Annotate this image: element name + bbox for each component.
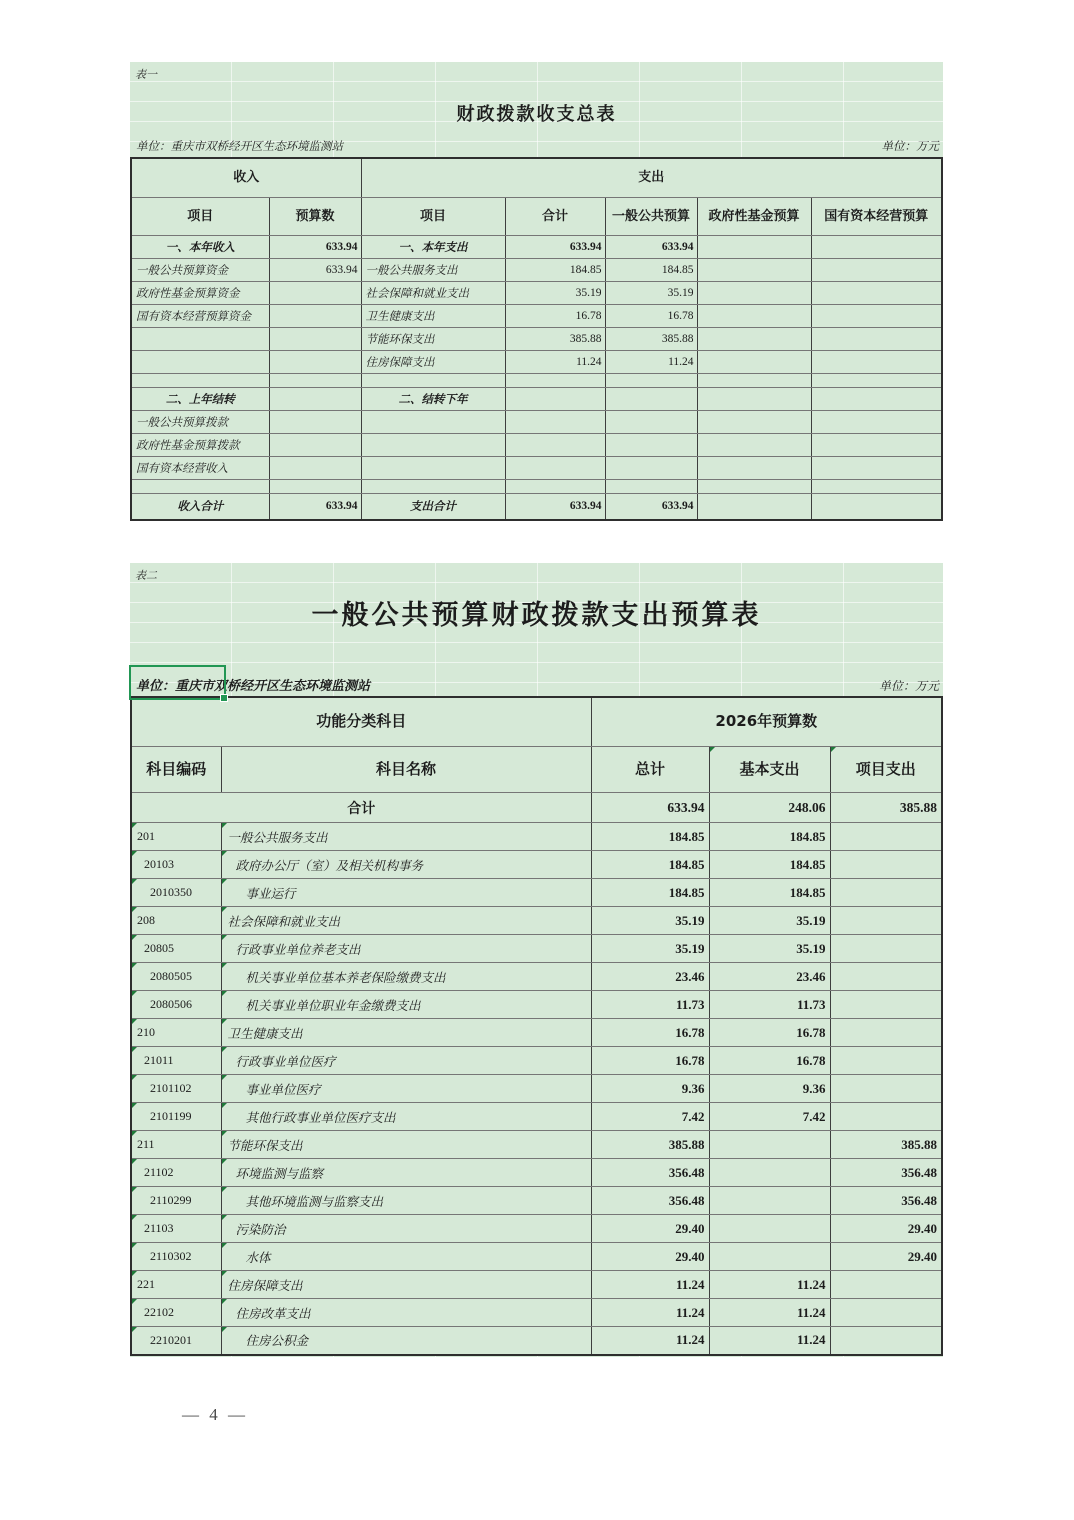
value-cell	[505, 374, 605, 388]
value-cell	[811, 374, 942, 388]
col-header-gov-fund: 政府性基金预算	[697, 198, 811, 236]
subject-name-cell: 水体	[221, 1243, 591, 1271]
total-value-cell: 184.85	[591, 851, 709, 879]
value-cell: 633.94	[269, 236, 361, 259]
item-cell	[361, 480, 505, 494]
table1-unit-right: 单位：万元	[881, 139, 939, 153]
col-header-project-expense: 项目支出	[830, 747, 942, 793]
error-indicator-triangle	[222, 1271, 227, 1276]
table1-title: 财政拨款收支总表	[456, 104, 617, 125]
value-cell: 385.88	[605, 328, 697, 351]
table2-row	[131, 1103, 942, 1131]
project-value-cell	[830, 823, 942, 851]
value-cell: 35.19	[605, 282, 697, 305]
value-cell	[605, 411, 697, 434]
error-indicator-triangle	[132, 1299, 137, 1304]
table1-unit-left: 单位：重庆市双桥经开区生态环境监测站	[136, 139, 343, 153]
table2-row	[131, 1159, 942, 1187]
total-value-cell: 29.40	[591, 1215, 709, 1243]
error-indicator-triangle	[132, 1075, 137, 1080]
value-cell	[505, 457, 605, 480]
error-indicator-triangle	[222, 991, 227, 996]
expenditure-budget-sheet	[130, 563, 943, 1357]
total-value-cell: 9.36	[591, 1075, 709, 1103]
page-number: — 4 —	[182, 1405, 248, 1424]
value-cell	[505, 388, 605, 411]
value-cell	[811, 236, 942, 259]
value-cell: 184.85	[505, 259, 605, 282]
value-cell	[697, 411, 811, 434]
item-cell: 国有资本经营收入	[131, 457, 269, 480]
table2-row	[131, 991, 942, 1019]
value-cell	[811, 411, 942, 434]
basic-value-cell: 11.73	[709, 991, 830, 1019]
error-indicator-triangle	[132, 1103, 137, 1108]
total-value-cell: 184.85	[591, 879, 709, 907]
error-indicator-triangle	[132, 851, 137, 856]
value-cell: 633.94	[505, 236, 605, 259]
value-cell: 11.24	[505, 351, 605, 374]
table2-row	[131, 1243, 942, 1271]
table2-row	[131, 963, 942, 991]
subject-name-cell: 住房保障支出	[221, 1271, 591, 1299]
project-value-cell	[830, 1075, 942, 1103]
subject-name-cell: 环境监测与监察	[221, 1159, 591, 1187]
error-indicator-triangle	[222, 1327, 227, 1332]
table2-tag: 表二	[135, 569, 157, 582]
item-cell	[131, 328, 269, 351]
value-cell	[697, 480, 811, 494]
basic-value-cell: 23.46	[709, 963, 830, 991]
error-indicator-triangle	[132, 1187, 137, 1192]
table2-row	[131, 1215, 942, 1243]
total-value-cell: 16.78	[591, 1047, 709, 1075]
table1-row	[131, 259, 942, 282]
value-cell	[697, 351, 811, 374]
error-indicator-triangle	[132, 963, 137, 968]
table1-row	[131, 305, 942, 328]
item-cell	[361, 434, 505, 457]
item-cell: 政府性基金预算资金	[131, 282, 269, 305]
value-cell	[811, 480, 942, 494]
value-cell: 633.94	[505, 494, 605, 520]
error-indicator-triangle	[222, 1019, 227, 1024]
basic-value-cell: 11.24	[709, 1299, 830, 1327]
basic-value-cell: 7.42	[709, 1103, 830, 1131]
col-header-basic-expense: 基本支出	[709, 747, 830, 793]
value-cell	[605, 457, 697, 480]
value-cell: 633.94	[269, 494, 361, 520]
total-value-cell: 29.40	[591, 1243, 709, 1271]
error-indicator-triangle	[132, 1019, 137, 1024]
table2-total-row	[131, 793, 942, 823]
total-value-cell: 184.85	[591, 823, 709, 851]
table1-row	[131, 236, 942, 259]
value-cell	[697, 388, 811, 411]
value-cell	[697, 282, 811, 305]
value-cell	[269, 305, 361, 328]
value-cell	[269, 374, 361, 388]
error-indicator-triangle	[132, 1327, 137, 1332]
value-cell	[811, 305, 942, 328]
income-group-header: 收入	[131, 158, 361, 198]
subject-name-cell: 行政事业单位养老支出	[221, 935, 591, 963]
table1-group-header-row	[131, 158, 942, 198]
value-cell	[505, 411, 605, 434]
value-cell	[697, 236, 811, 259]
subject-name-cell: 其他行政事业单位医疗支出	[221, 1103, 591, 1131]
col-header-state-capital: 国有资本经营预算	[811, 198, 942, 236]
expenditure-budget-table	[130, 696, 943, 1356]
project-value-cell	[830, 1271, 942, 1299]
table1-unit-row	[130, 136, 941, 154]
item-cell: 一、本年收入	[131, 236, 269, 259]
error-indicator-triangle	[132, 823, 137, 828]
subject-code-cell: 21103	[131, 1215, 221, 1243]
value-cell: 35.19	[505, 282, 605, 305]
error-indicator-triangle	[222, 1159, 227, 1164]
error-indicator-triangle	[222, 1103, 227, 1108]
project-value-cell: 356.48	[830, 1187, 942, 1215]
value-cell: 633.94	[605, 236, 697, 259]
basic-value-cell	[709, 1243, 830, 1271]
table1-row	[131, 411, 942, 434]
project-value-cell: 29.40	[830, 1215, 942, 1243]
subject-code-cell: 21102	[131, 1159, 221, 1187]
total-value-cell: 633.94	[591, 793, 709, 823]
subject-name-cell: 其他环境监测与监察支出	[221, 1187, 591, 1215]
table1-row	[131, 480, 942, 494]
table1-row	[131, 457, 942, 480]
error-indicator-triangle	[222, 823, 227, 828]
value-cell	[269, 480, 361, 494]
item-cell	[361, 411, 505, 434]
error-indicator-triangle	[222, 1131, 227, 1136]
total-value-cell: 16.78	[591, 1019, 709, 1047]
value-cell: 184.85	[605, 259, 697, 282]
total-value-cell: 35.19	[591, 907, 709, 935]
table2-row	[131, 1327, 942, 1355]
table1-row	[131, 351, 942, 374]
error-indicator-triangle	[132, 879, 137, 884]
table2-row	[131, 851, 942, 879]
value-cell	[269, 351, 361, 374]
table2-unit-row	[130, 668, 941, 694]
value-cell: 16.78	[605, 305, 697, 328]
subject-name-cell: 机关事业单位职业年金缴费支出	[221, 991, 591, 1019]
subject-code-cell: 2101102	[131, 1075, 221, 1103]
project-value-cell	[830, 991, 942, 1019]
item-cell	[131, 480, 269, 494]
error-indicator-triangle	[831, 747, 836, 752]
total-value-cell: 11.73	[591, 991, 709, 1019]
project-value-cell	[830, 963, 942, 991]
item-cell	[131, 351, 269, 374]
value-cell: 385.88	[505, 328, 605, 351]
error-indicator-triangle	[222, 879, 227, 884]
item-cell: 二、结转下年	[361, 388, 505, 411]
subject-code-cell: 2080505	[131, 963, 221, 991]
error-indicator-triangle	[132, 1215, 137, 1220]
error-indicator-triangle	[132, 1047, 137, 1052]
subject-code-cell: 2110302	[131, 1243, 221, 1271]
table2-row	[131, 1271, 942, 1299]
project-value-cell	[830, 935, 942, 963]
value-cell	[605, 480, 697, 494]
basic-value-cell: 184.85	[709, 879, 830, 907]
table2-row	[131, 823, 942, 851]
value-cell	[697, 305, 811, 328]
item-cell	[361, 457, 505, 480]
item-cell: 社会保障和就业支出	[361, 282, 505, 305]
value-cell	[811, 351, 942, 374]
project-value-cell: 385.88	[830, 1131, 942, 1159]
basic-value-cell: 184.85	[709, 851, 830, 879]
subject-code-cell: 2210201	[131, 1327, 221, 1355]
table2-row	[131, 879, 942, 907]
value-cell	[269, 411, 361, 434]
table2-unit-left: 单位：重庆市双桥经开区生态环境监测站	[136, 679, 371, 694]
basic-value-cell: 9.36	[709, 1075, 830, 1103]
col-header-expense-item: 项目	[361, 198, 505, 236]
col-header-budget-number: 预算数	[269, 198, 361, 236]
item-cell	[131, 374, 269, 388]
value-cell: 11.24	[605, 351, 697, 374]
error-indicator-triangle	[132, 907, 137, 912]
subject-code-cell: 201	[131, 823, 221, 851]
value-cell	[697, 259, 811, 282]
table1-row	[131, 374, 942, 388]
table2-row	[131, 1075, 942, 1103]
table2-unit-right: 单位：万元	[878, 679, 939, 693]
table2-title: 一般公共预算财政拨款支出预算表	[311, 600, 762, 631]
value-cell	[811, 434, 942, 457]
col-header-subject-name: 科目名称	[221, 747, 591, 793]
value-cell	[605, 374, 697, 388]
value-cell	[697, 328, 811, 351]
total-value-cell: 23.46	[591, 963, 709, 991]
table1-row	[131, 494, 942, 520]
basic-value-cell: 248.06	[709, 793, 830, 823]
value-cell	[697, 494, 811, 520]
subject-name-cell: 污染防治	[221, 1215, 591, 1243]
fiscal-summary-sheet	[130, 62, 943, 520]
table2-row	[131, 1019, 942, 1047]
total-value-cell: 11.24	[591, 1271, 709, 1299]
fiscal-summary-table	[130, 157, 943, 521]
subject-name-cell: 事业单位医疗	[221, 1075, 591, 1103]
basic-value-cell: 11.24	[709, 1271, 830, 1299]
table2-row	[131, 935, 942, 963]
subject-name-cell: 政府办公厅（室）及相关机构事务	[221, 851, 591, 879]
basic-value-cell	[709, 1131, 830, 1159]
basic-value-cell: 16.78	[709, 1019, 830, 1047]
value-cell: 633.94	[269, 259, 361, 282]
budget-year-group-header: 2026年预算数	[591, 697, 942, 747]
item-cell	[361, 374, 505, 388]
error-indicator-triangle	[132, 991, 137, 996]
value-cell	[605, 434, 697, 457]
subject-name-cell: 事业运行	[221, 879, 591, 907]
total-value-cell: 356.48	[591, 1187, 709, 1215]
error-indicator-triangle	[222, 907, 227, 912]
table2-row	[131, 907, 942, 935]
function-class-group-header: 功能分类科目	[131, 697, 591, 747]
project-value-cell	[830, 1019, 942, 1047]
subject-code-cell: 21011	[131, 1047, 221, 1075]
value-cell	[697, 434, 811, 457]
subject-name-cell: 机关事业单位基本养老保险缴费支出	[221, 963, 591, 991]
error-indicator-triangle	[132, 935, 137, 940]
basic-value-cell: 35.19	[709, 935, 830, 963]
item-cell: 一、本年支出	[361, 236, 505, 259]
subject-code-cell: 2010350	[131, 879, 221, 907]
project-value-cell	[830, 1047, 942, 1075]
value-cell: 16.78	[505, 305, 605, 328]
project-value-cell: 385.88	[830, 793, 942, 823]
subject-code-cell: 20103	[131, 851, 221, 879]
expense-group-header: 支出	[361, 158, 942, 198]
subject-name-cell: 住房改革支出	[221, 1299, 591, 1327]
table2-row	[131, 1047, 942, 1075]
error-indicator-triangle	[222, 963, 227, 968]
basic-value-cell: 184.85	[709, 823, 830, 851]
col-header-income-item: 项目	[131, 198, 269, 236]
value-cell	[269, 388, 361, 411]
subject-name-cell: 卫生健康支出	[221, 1019, 591, 1047]
total-value-cell: 385.88	[591, 1131, 709, 1159]
project-value-cell	[830, 1103, 942, 1131]
subject-name-cell: 行政事业单位医疗	[221, 1047, 591, 1075]
table1-row	[131, 388, 942, 411]
value-cell	[505, 434, 605, 457]
item-cell: 支出合计	[361, 494, 505, 520]
error-indicator-triangle	[222, 1299, 227, 1304]
total-value-cell: 11.24	[591, 1327, 709, 1355]
value-cell	[811, 388, 942, 411]
value-cell	[605, 388, 697, 411]
item-cell: 卫生健康支出	[361, 305, 505, 328]
item-cell: 住房保障支出	[361, 351, 505, 374]
value-cell	[269, 282, 361, 305]
error-indicator-triangle	[222, 851, 227, 856]
subject-code-cell: 2110299	[131, 1187, 221, 1215]
value-cell	[811, 457, 942, 480]
subject-name-cell: 社会保障和就业支出	[221, 907, 591, 935]
basic-value-cell	[709, 1159, 830, 1187]
basic-value-cell	[709, 1187, 830, 1215]
value-cell	[269, 434, 361, 457]
subject-code-cell: 22102	[131, 1299, 221, 1327]
table2-row	[131, 1131, 942, 1159]
value-cell	[269, 457, 361, 480]
col-header-total: 合计	[505, 198, 605, 236]
table1-row	[131, 282, 942, 305]
total-value-cell: 7.42	[591, 1103, 709, 1131]
item-cell: 一般公共预算资金	[131, 259, 269, 282]
basic-value-cell: 16.78	[709, 1047, 830, 1075]
table2-row	[131, 1299, 942, 1327]
item-cell: 一般公共预算拨款	[131, 411, 269, 434]
table2-column-header-row	[131, 747, 942, 793]
basic-value-cell: 11.24	[709, 1327, 830, 1355]
item-cell: 二、上年结转	[131, 388, 269, 411]
table2-group-header-row	[131, 697, 942, 747]
value-cell	[811, 328, 942, 351]
value-cell	[505, 480, 605, 494]
value-cell	[697, 457, 811, 480]
subject-code-cell: 2080506	[131, 991, 221, 1019]
total-value-cell: 11.24	[591, 1299, 709, 1327]
error-indicator-triangle	[222, 1187, 227, 1192]
total-value-cell: 35.19	[591, 935, 709, 963]
error-indicator-triangle	[222, 1215, 227, 1220]
basic-value-cell: 35.19	[709, 907, 830, 935]
table2-row	[131, 1187, 942, 1215]
value-cell	[269, 328, 361, 351]
col-header-general-public: 一般公共预算	[605, 198, 697, 236]
subject-code-cell: 210	[131, 1019, 221, 1047]
error-indicator-triangle	[222, 1047, 227, 1052]
error-indicator-triangle	[132, 1243, 137, 1248]
project-value-cell	[830, 1299, 942, 1327]
subject-code-cell: 211	[131, 1131, 221, 1159]
value-cell	[811, 259, 942, 282]
basic-value-cell	[709, 1215, 830, 1243]
value-cell	[811, 282, 942, 305]
error-indicator-triangle	[132, 1131, 137, 1136]
table1-row	[131, 328, 942, 351]
project-value-cell	[830, 907, 942, 935]
subject-code-cell: 208	[131, 907, 221, 935]
error-indicator-triangle	[222, 1243, 227, 1248]
table1-tag: 表一	[135, 68, 157, 81]
project-value-cell: 29.40	[830, 1243, 942, 1271]
col-header-subject-code: 科目编码	[131, 747, 221, 793]
subject-name-cell: 住房公积金	[221, 1327, 591, 1355]
item-cell: 一般公共服务支出	[361, 259, 505, 282]
table1-row	[131, 434, 942, 457]
total-label-cell: 合计	[131, 793, 591, 823]
value-cell: 633.94	[605, 494, 697, 520]
subject-code-cell: 20805	[131, 935, 221, 963]
item-cell: 节能环保支出	[361, 328, 505, 351]
subject-code-cell: 221	[131, 1271, 221, 1299]
item-cell: 国有资本经营预算资金	[131, 305, 269, 328]
error-indicator-triangle	[222, 1075, 227, 1080]
subject-name-cell: 节能环保支出	[221, 1131, 591, 1159]
table1-column-header-row	[131, 198, 942, 236]
error-indicator-triangle	[132, 1271, 137, 1276]
error-indicator-triangle	[132, 1159, 137, 1164]
item-cell: 政府性基金预算拨款	[131, 434, 269, 457]
total-value-cell: 356.48	[591, 1159, 709, 1187]
project-value-cell	[830, 851, 942, 879]
value-cell	[811, 494, 942, 520]
subject-name-cell: 一般公共服务支出	[221, 823, 591, 851]
col-header-grand-total: 总计	[591, 747, 709, 793]
item-cell: 收入合计	[131, 494, 269, 520]
error-indicator-triangle	[222, 935, 227, 940]
error-indicator-triangle	[710, 747, 715, 752]
value-cell	[697, 374, 811, 388]
project-value-cell	[830, 879, 942, 907]
subject-code-cell: 2101199	[131, 1103, 221, 1131]
project-value-cell: 356.48	[830, 1159, 942, 1187]
project-value-cell	[830, 1327, 942, 1355]
